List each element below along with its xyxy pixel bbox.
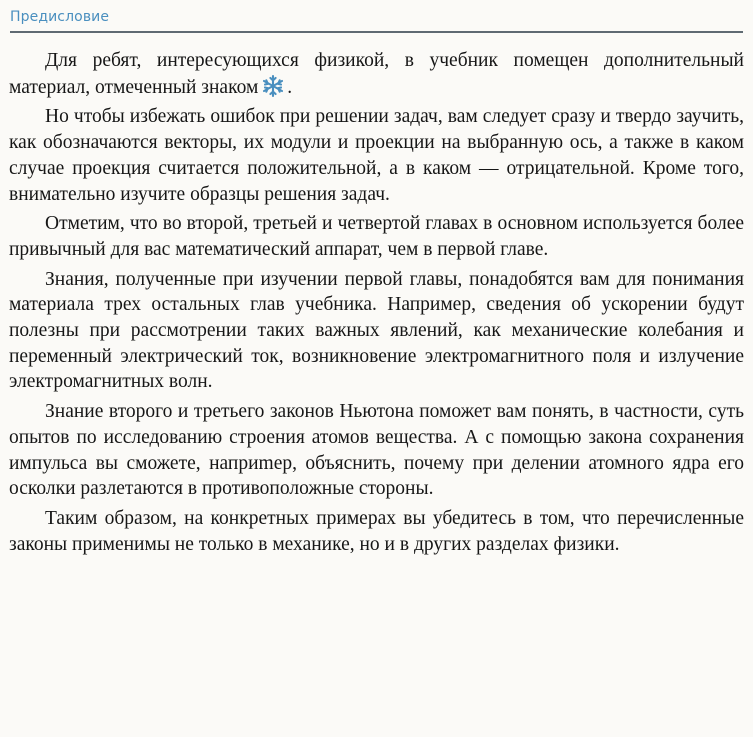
paragraph-2: Но чтобы избежать ошибок при решении задач, вам следует сразу и твердо заучить, как обозначаются векторы, их модули и проекции на выбранную ось, а также в каком случае проекция считается положительной, а в каком — отрицательной. Кроме того, внимательно изучите образцы решения задач. <box>9 106 744 205</box>
paragraph-4: Знания, полученные при изучении первой главы, понадобятся вам для понимания материала трех остальных глав учебника. Например, сведения об ускорении будут полезны при рассмотрении таких важных явлений, как механические колебания и переменный электрический ток, возникновение электромагнитного поля и излучение электромагнитных волн. <box>9 268 744 393</box>
paragraph-5: Знание второго и третьего законов Ньютона поможет вам понять, в частности, суть опытов по исследованию строения атомов вещества. А с помощью закона сохранения импульса вы сможете, наприmер, объяснить, почему при делении атомного ядра его осколки разлетаются в противоположные стороны. <box>9 401 744 500</box>
page-header <box>10 6 743 34</box>
paragraph-1-text: Для ребят, интересующихся физикой, в учебник помещен дополнительный материал, отмеченный знаком <box>9 50 744 98</box>
paragraph-3: Отметим, что во второй, третьей и четвертой главах в основном используется более привычный для вас математический аппарат, чем в первой главе. <box>9 213 744 260</box>
snowflake-icon <box>260 74 286 98</box>
section-title: Предисловие <box>10 9 110 25</box>
paragraph-1 <box>9 48 744 100</box>
paragraph-6: Таким образом, на конкретных примерах вы убедитесь в том, что перечисленные законы применимы не только в механике, но и в других разделах физики. <box>9 507 744 555</box>
paragraph-1-end: . <box>287 76 293 98</box>
preface-text <box>9 48 744 557</box>
header-divider <box>10 31 743 33</box>
